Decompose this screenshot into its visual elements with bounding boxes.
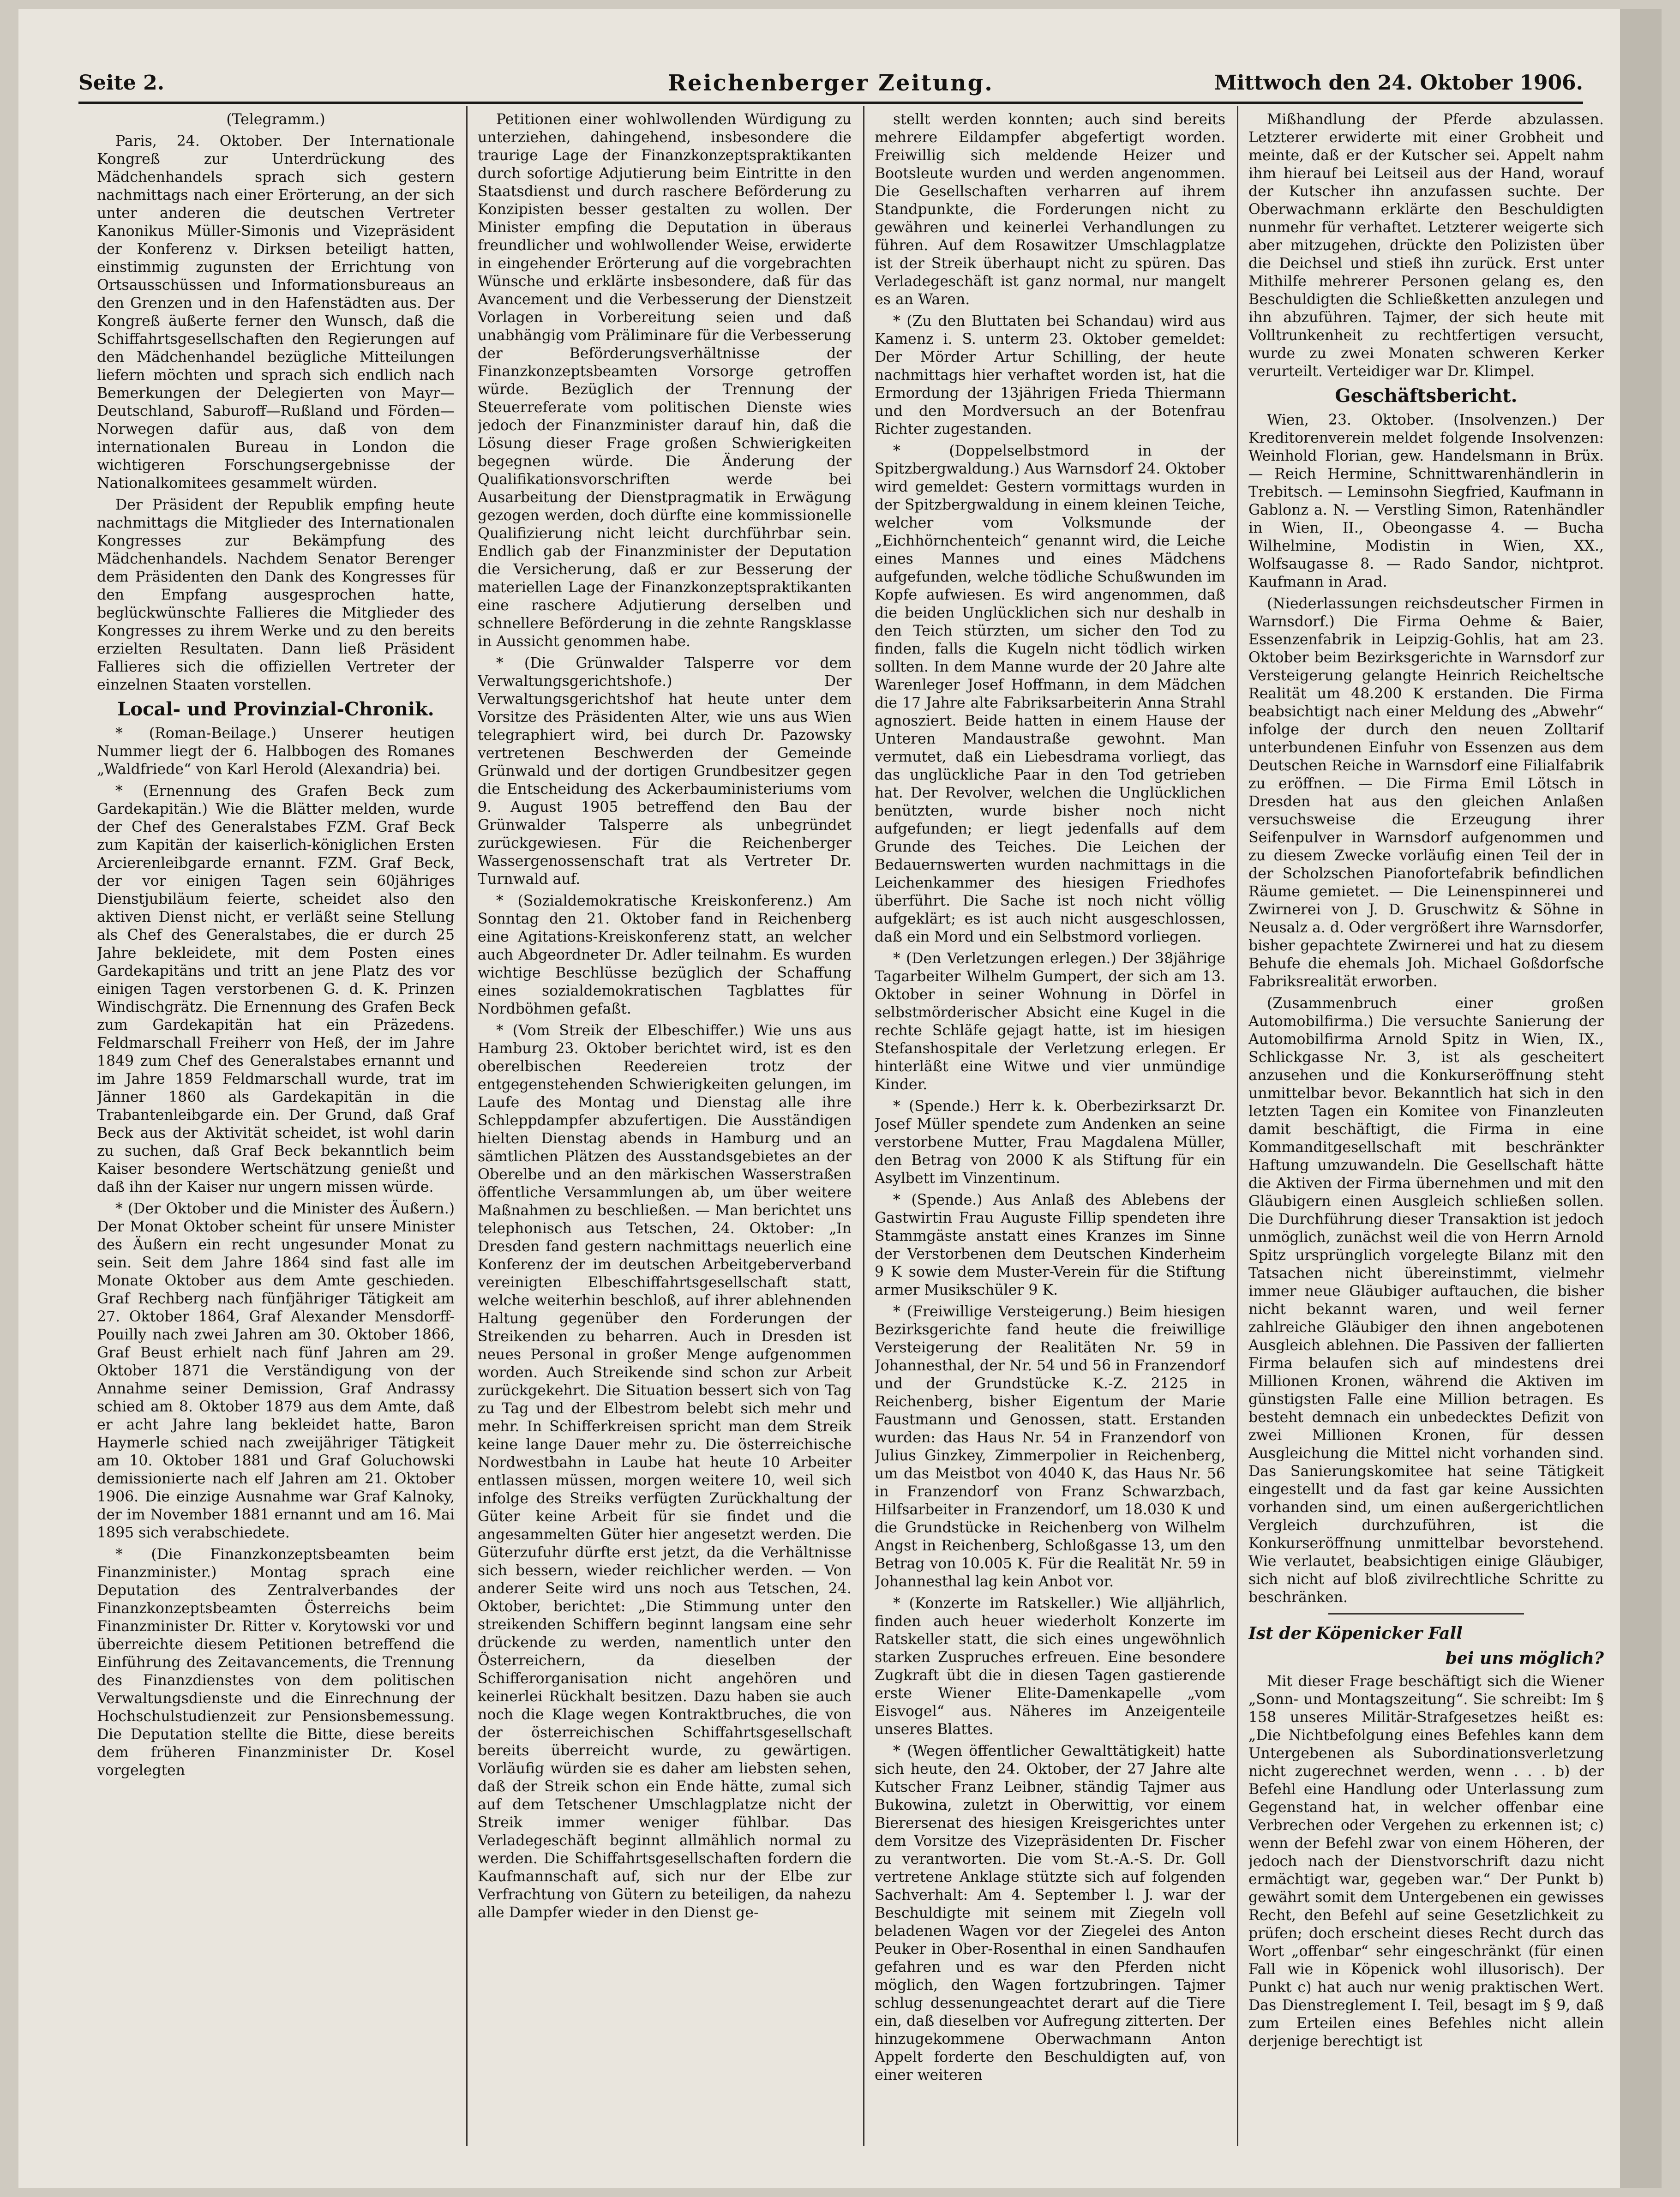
- section-title: Local- und Provinzial-Chronik.: [117, 698, 434, 720]
- article-paragraph: * (Vom Streik der Elbeschiffer.) Wie uns aus Hamburg 23. Oktober berichtet wird, ist es den oberelbischen Reedereien trotz der entgegenstehenden Schwierigkeiten gelungen, im Laufe des Montag und Dienstag alle ihre Schleppdampfer abzufertigen. Die Ausständigen hielten Dienstag abends in Hamburg und an sämtlichen Plätzen des Ausstandsgebietes an der Oberelbe und an den märkischen Wasserstraßen öffentliche Versammlungen ab, um über weitere Maßnahmen zu beschließen. — Man berichtet uns telephonisch aus Tetschen, 24. Oktober: „In Dresden fand gestern nachmittags neuerlich eine Konferenz der im deutschen Arbeitgeberverband vereinigten Elbeschiffahrtsgesellschaft statt, welche weiterhin beschloß, auf ihrer ablehnenden Haltung gegenüber den Forderungen der Streikenden zu beharren. Auch in Dresden ist neues Personal in großer Menge aufgenommen worden. Auch Streikende sind schon zur Arbeit zurückgekehrt. Die Situation bessert sich von Tag zu Tag und der Elbestrom belebt sich mehr und mehr. In Schifferkreisen spricht man dem Streik keine lange Dauer mehr zu. Die österreichische Nordwestbahn in Laube hat heute 10 Arbeiter entlassen müssen, morgen weitere 10, weil sich infolge des Streiks verfügten Zurückhaltung der Güter keine Arbeit für sie findet und die angesammelten Güter hier angesetzt werden. Die Güterzufuhr dürfte erst jetzt, da die Verhältnisse sich bessern, wieder reichlicher werden. — Von anderer Seite wird uns noch aus Tetschen, 24. Oktober, berichtet: „Die Stimmung unter den streikenden Schiffern beginnt langsam eine sehr drückende zu werden, namentlich unter den Österreichern, da dieselben der Schifferorganisation nicht angehören und keinerlei Rückhalt besitzen. Dazu haben sie auch noch die Klage wegen Kontraktbruches, die von der österreichischen Schiffahrtsgesellschaft bereits überreicht wurde, zu gewärtigen. Vorläufig würden sie es daher am liebsten sehen, daß der Streik schon ein Ende hätte, zumal sich auf dem Tetschener Umschlagplatze nicht der Streik immer weniger fühlbar. Das Verladegeschäft beginnt allmählich normal zu werden. Die Schiffahrtsgesellschaften fordern die Kaufmannschaft auf, sich nur der Elbe zur Verfrachtung von Gütern zu beteiligen, da nahezu alle Dampfer wieder in den Dienst ge-: [478, 1022, 852, 1921]
- article-paragraph: * (Die Grünwalder Talsperre vor dem Verwaltungsgerichtshofe.) Der Verwaltungsgerichtshof hat heute unter dem Vorsitze des Präsidenten Alter, wie uns aus Wien telegraphiert wird, bei durch Dr. Pazowsky vertretenen Beschwerden der Gemeinde Grünwald und der dortigen Grundbesitzer gegen die Entscheidung des Ackerbauministeriums vom 9. August 1905 betreffend den Bau der Grünwalder Talsperre als unbegründet zurückgewiesen. Für die Reichenberger Wassergenossenschaft trat als Vertreter Dr. Turnwald auf.: [478, 655, 852, 888]
- column-1: [97, 111, 455, 2151]
- column-rule: [466, 106, 468, 2146]
- article-paragraph: * (Ernennung des Grafen Beck zum Gardekapitän.) Wie die Blätter melden, wurde der Chef des Generalstabes FZM. Graf Beck zum Kapitän der kaiserlich-königlichen Ersten Arcierenleibgarde ernannt. FZM. Graf Beck, der vor einigen Tagen sein 60jähriges Dienstjubiläum feierte, scheidet also den aktiven Dienst nicht, er verläßt seine Stellung als Chef des Generalstabes, die er durch 25 Jahre bekleidete, mit dem Posten eines Gardekapitäns und tritt an jene Platz des vor einigen Tagen verstorbenen G. d. K. Prinzen Windischgrätz. Die Ernennung des Grafen Beck zum Gardekapitän hat ein Präzedens. Feldmarschall Freiherr von Heß, der im Jahre 1849 zum Chef des Generalstabes ernannt und im Jahre 1859 Feldmarschall wurde, trat im Jänner 1860 als Gardekapitän in die Trabantenleibgarde ein. Der Grund, daß Graf Beck aus der Aktivität scheidet, ist wohl darin zu suchen, daß Graf Beck bekanntlich beim Kaiser besondere Wertschätzung genießt und daß ihn der Kaiser nur ungern missen würde.: [97, 783, 455, 1195]
- masthead: Reichenberger Zeitung.: [668, 70, 994, 96]
- article-paragraph: (Niederlassungen reichsdeutscher Firmen in Warnsdorf.) Die Firma Oehme & Baier, Essenzenfabrik in Leipzig-Gohlis, hat am 23. Oktober beim Bezirksgerichte in Warnsdorf zur Versteigerung gelangte Heinrich Reicheltsche Realität um 48.200 K erstanden. Die Firma beabsichtigt nach einer Meldung des „Abwehr“ infolge der durch den neuen Zolltarif unterbundenen Einfuhr von Essenzen aus dem Deutschen Reiche in Warnsdorf eine Filialfabrik zu eröffnen. — Die Firma Emil Lötsch in Dresden hat aus den gleichen Anlaßen versuchsweise die Erzeugung ihrer Seifenpulver in Warnsdorf aufgenommen und zu diesem Zwecke vorläufig einen Teil der in der Scholzschen Pianofortefabrik befindlichen Räume gemietet. — Die Leinenspinnerei und Zwirnerei von J. D. Gruschwitz & Söhne in Neusalz a. d. Oder vergrößert ihre Warnsdorfer, bisher gepachtete Zwirnerei und hat zu diesem Behufe die ehemals Joh. Michael Goßdorfsche Fabriksrealität erworben.: [1248, 595, 1604, 990]
- article-heading: Ist der Köpenicker Fall: [1248, 1624, 1463, 1643]
- article-paragraph: * (Doppelselbstmord in der Spitzbergwaldung.) Aus Warnsdorf 24. Oktober wird gemeldet: Gestern vormittags wurden in der Spitzbergwaldung in einem kleinen Teiche, welcher vom Volksmunde der „Eichhörnchenteich“ genannt wird, die Leiche eines Mannes und eines Mädchens aufgefunden, welche tödliche Schußwunden im Kopfe aufwiesen. Es wird angenommen, daß die beiden Unglücklichen sich nur deshalb in den Teich stürzten, um sicher den Tod zu finden, falls die Kugeln nicht tödlich wirken sollten. In dem Manne wurde der 20 Jahre alte Warenleger Josef Hoffmann, in dem Mädchen die 17 Jahre alte Fabriksarbeiterin Anna Strahl agnosziert. Beide hatten in einem Hause der Unteren Mandaustraße gewohnt. Man vermutet, daß ein Liebesdrama vorliegt, das das unglückliche Paar in den Tod getrieben hat. Der Revolver, welchen die Unglücklichen benützten, wurde bisher noch nicht aufgefunden; er liegt jedenfalls auf dem Grunde des Teiches. Die Leichen der Bedauernswerten wurden nachmittags in die Leichenkammer des hiesigen Friedhofes überführt. Die Sache ist noch nicht völlig aufgeklärt; es ist auch nicht ausgeschlossen, daß ein Mord und ein Selbstmord vorliegen.: [875, 443, 1225, 945]
- scan-margin: [1620, 9, 1662, 2188]
- article-heading: bei uns möglich?: [1445, 1649, 1604, 1668]
- article-paragraph: Der Präsident der Republik empfing heute nachmittags die Mitglieder des Internationalen Kongresses zur Bekämpfung des Mädchenhandels. Nachdem Senator Berenger dem Präsidenten den Dank des Kongresses für den Empfang ausgesprochen hatte, beglückwünschte Fallieres die Mitglieder des Kongresses zu ihrem Werke und zu den bereits erzielten Resultaten. Dann ließ Präsident Fallieres sich die offiziellen Vertreter der einzelnen Staaten vorstellen.: [97, 497, 455, 693]
- article-paragraph: stellt werden konnten; auch sind bereits mehrere Eildampfer abgefertigt worden. Freiwillig sich meldende Heizer und Bootsleute wurden und werden angenommen. Die Gesellschaften verharren auf ihrem Standpunkte, die Forderungen nicht zu gewähren und keinerlei Verhandlungen zu führen. Auf dem Rosawitzer Umschlagplatze ist der Streik überhaupt nicht zu spüren. Das Verladegeschäft ist ganz normal, nur mangelt es an Waren.: [875, 111, 1225, 308]
- column-rule: [863, 106, 864, 2146]
- article-paragraph: * (Wegen öffentlicher Gewalttätigkeit) hatte sich heute, den 24. Oktober, der 27 Jahre alte Kutscher Franz Leibner, ständig Tajmer aus Bukowina, zuletzt in Oberwittig, vor einem Bierersenat des hiesigen Kreisgerichtes unter dem Vorsitze des Vizepräsidenten Dr. Fischer zu verantworten. Die vom St.-A.-S. Dr. Goll vertretene Anklage stützte sich auf folgenden Sachverhalt: Am 4. September l. J. war der Beschuldigte mit seinem mit Ziegeln voll beladenen Wagen vor der Ziegelei des Anton Peuker in Ober-Rosenthal in einen Sandhaufen gefahren und es war den Pferden nicht möglich, den Wagen fortzubringen. Tajmer schlug dessenungeachtet derart auf die Tiere ein, daß dieselben vor Aufregung zitterten. Der hinzugekommene Oberwachmann Anton Appelt forderte den Beschuldigten auf, von einer weiteren: [875, 1743, 1225, 2083]
- article-paragraph: * (Spende.) Aus Anlaß des Ablebens der Gastwirtin Frau Auguste Fillip spendeten ihre Stammgäste anstatt eines Kranzes im Sinne der Verstorbenen dem Deutschen Kinderheim 9 K sowie dem Muster-Verein für die Stiftung armer Musikschüler 9 K.: [875, 1192, 1225, 1298]
- article-paragraph: * (Sozialdemokratische Kreiskonferenz.) Am Sonntag den 21. Oktober fand in Reichenberg eine Agitations-Kreiskonferenz statt, an welcher auch Abgeordneter Dr. Adler teilnahm. Es wurden wichtige Beschlüsse bezüglich der Schaffung eines sozialdemokratischen Tagblattes für Nordböhmen gefaßt.: [478, 893, 852, 1017]
- section-title: Geschäftsbericht.: [1335, 385, 1518, 407]
- article-paragraph: Paris, 24. Oktober. Der Internationale Kongreß zur Unterdrückung des Mädchenhandels sprach sich gestern nachmittags nach einer Erörterung, an der sich unter anderen die deutschen Vertreter Kanonikus Müller-Simonis und Vizepräsident der Konferenz v. Dirksen beteiligt hatten, einstimmig zugunsten der Errichtung von Ortsausschüssen und Informationsbureaus an den Grenzen und in den Hafenstädten aus. Der Kongreß äußerte ferner den Wunsch, daß die Schiffahrtsgesellschaften den Regierungen auf den Mädchenhandel bezügliche Mitteilungen liefern möchten und sprach sich endlich nach Bemerkungen der Delegierten von Mayr—Deutschland, Saburoff—Rußland und Förden—Norwegen dafür aus, daß von dem internationalen Bureau in London die wichtigeren Forschungsergebnisse der Nationalkomitees gesammelt würden.: [97, 133, 455, 492]
- telegram-label: (Telegramm.): [226, 111, 325, 128]
- article-paragraph: Petitionen einer wohlwollenden Würdigung zu unterziehen, dahingehend, insbesondere die traurige Lage der Finanzkonzeptspraktikanten durch sofortige Adjutierung beim Eintritte in den Staatsdienst und durch raschere Beförderung zu Konzipisten besser gestalten zu wollen. Der Minister empfing die Deputation in überaus freundlicher und wohlwollender Weise, erwiderte in eingehender Erörterung auf die vorgebrachten Wünsche und erklärte insbesondere, daß für das Avancement und die Verbesserung der Dienstzeit Vorlagen in Vorbereitung seien und daß unabhängig vom Präliminare für die Verbesserung der Beförderungsverhältnisse der Finanzkonzeptsbeamten Vorsorge getroffen würde. Bezüglich der Trennung der Steuerreferate vom politischen Dienste wies jedoch der Finanzminister darauf hin, daß die Lösung dieser Frage großen Schwierigkeiten begegnen würde. Die Änderung der Qualifikationsvorschriften werde bei Ausarbeitung der Dienstpragmatik in Erwägung gezogen werden, doch dürfte eine kommissionelle Qualifizierung nicht leicht durchführbar sein. Endlich gab der Finanzminister der Deputation die Versicherung, daß er zur Besserung der materiellen Lage der Finanzkonzeptspraktikanten eine raschere Adjutierung derselben und schnellere Beförderung in die zehnte Rangsklasse in Aussicht genommen habe.: [478, 111, 852, 650]
- article-paragraph: * (Spende.) Herr k. k. Oberbezirksarzt Dr. Josef Müller spendete zum Andenken an seine verstorbene Mutter, Frau Magdalena Müller, den Betrag von 2000 K als Stiftung für ein Asylbett im Vinzentinum.: [875, 1098, 1225, 1187]
- article-paragraph: * (Freiwillige Versteigerung.) Beim hiesigen Bezirksgerichte fand heute die freiwillige Versteigerung der Realitäten Nr. 59 in Johannesthal, der Nr. 54 und 56 in Franzendorf und der Grundstücke K.-Z. 2125 in Reichenberg, bisher Eigentum der Marie Faustmann und Genossen, statt. Erstanden wurden: das Haus Nr. 54 in Franzendorf von Julius Ginzkey, Zimmerpolier in Reichenberg, um das Meistbot von 4040 K, das Haus Nr. 56 in Franzendorf von Franz Schwarzbach, Hilfsarbeiter in Franzendorf, um 18.030 K und die Grundstücke in Reichenberg von Wilhelm Angst in Reichenberg, Schloßgasse 13, um den Betrag von 10.005 K. Für die Realität Nr. 59 in Johannesthal lag kein Anbot vor.: [875, 1303, 1225, 1590]
- article-paragraph: * (Konzerte im Ratskeller.) Wie alljährlich, finden auch heuer wiederholt Konzerte im Ratskeller statt, die sich eines ungewöhnlich starken Zuspruches erfreuen. Eine besondere Zugkraft übt die in diesen Tagen gastierende erste Wiener Elite-Damenkapelle „vom Eisvogel“ aus. Näheres im Anzeigenteile unseres Blattes.: [875, 1595, 1225, 1738]
- column-2: [478, 111, 852, 2151]
- article-paragraph: Mit dieser Frage beschäftigt sich die Wiener „Sonn- und Montagszeitung“. Sie schreibt: Im § 158 unseres Militär-Strafgesetzes heißt es: „Die Nichtbefolgung eines Befehles kann dem Untergebenen als Subordinationsverletzung nicht zugerechnet werden, wenn . . . b) der Befehl eine Handlung oder Unterlassung zum Gegenstand hat, in welcher offenbar eine Verbrechen oder Vergehen zu erkennen ist; c) wenn der Befehl zwar von einem Höheren, der jedoch nach der Dienstvorschrift dazu nicht ermächtigt war, gegeben war.“ Der Punkt b) gewährt somit dem Untergebenen ein gewisses Recht, den Befehl auf seine Gesetzlichkeit zu prüfen; doch erscheint dieses Recht durch das Wort „offenbar“ sehr eingeschränkt (für einen Fall wie in Köpenick wohl illusorisch). Der Punkt c) hat auch nur wenig praktischen Wert. Das Dienstreglement I. Teil, besagt im § 9, daß zum Erteilen eines Befehles nicht allein derjenige berechtigt ist: [1248, 1673, 1604, 2050]
- article-paragraph: * (Den Verletzungen erlegen.) Der 38jährige Tagarbeiter Wilhelm Gumpert, der sich am 13. Oktober in seiner Wohnung in Dörfel in selbstmörderischer Absicht eine Kugel in die rechte Schläfe gejagt hatte, ist im hiesigen Stefanshospitale der Verletzung erlegen. Er hinterläßt eine Witwe und vier unmündige Kinder.: [875, 950, 1225, 1093]
- issue-date: Mittwoch den 24. Oktober 1906.: [1214, 71, 1583, 95]
- page-number: Seite 2.: [78, 71, 165, 95]
- article-paragraph: * (Roman-Beilage.) Unserer heutigen Nummer liegt der 6. Halbbogen des Romanes „Waldfriede“ von Karl Herold (Alexandria) bei.: [97, 725, 455, 778]
- column-rule: [1237, 106, 1238, 2146]
- article-paragraph: * (Der Oktober und die Minister des Äußern.) Der Monat Oktober scheint für unsere Minister des Äußern ein recht ungesunder Monat zu sein. Seit dem Jahre 1864 sind fast alle im Monate Oktober aus dem Amte geschieden. Graf Rechberg nach fünfjähriger Tätigkeit am 27. Oktober 1864, Graf Alexander Mensdorff-Pouilly nach zwei Jahren am 30. Oktober 1866, Graf Beust erhielt nach fünf Jahren am 29. Oktober 1871 die Verständigung von der Annahme seiner Demission, Graf Andrassy schied am 8. Oktober 1879 aus dem Amte, daß er acht Jahre lang bekleidet hatte, Baron Haymerle schied nach zweijähriger Tätigkeit am 10. Oktober 1881 und Graf Goluchowski demissionierte nach elf Jahren am 21. Oktober 1906. Die einzige Ausnahme war Graf Kalnoky, der im November 1881 ernannt und am 16. Mai 1895 sich verabschiedete.: [97, 1201, 455, 1541]
- column-3: [875, 111, 1225, 2151]
- article-paragraph: Wien, 23. Oktober. (Insolvenzen.) Der Kreditorenverein meldet folgende Insolvenzen: Weinhold Florian, gew. Handelsmann in Brüx. — Reich Hermine, Schnittwarenhändlerin in Trebitsch. — Leminsohn Siegfried, Kaufmann in Gablonz a. N. — Verstling Simon, Ratenhändler in Wien, II., Obeongasse 4. — Bucha Wilhelmine, Modistin in Wien, XX., Wolfsaugasse 8. — Rado Sandor, nichtprot. Kaufmann in Arad.: [1248, 412, 1604, 590]
- column-4: [1248, 111, 1604, 2151]
- article-paragraph: (Zusammenbruch einer großen Automobilfirma.) Die versuchte Sanierung der Automobilfirma Arnold Spitz in Wien, IX., Schlickgasse Nr. 3, ist als gescheitert anzusehen und die Konkurseröffnung steht unmittelbar bevor. Bekanntlich hat sich in den letzten Tagen ein Komitee von Finanzleuten damit beschäftigt, die Firma in eine Kommanditgesellschaft mit beschränkter Haftung umzuwandeln. Die Gesellschaft hätte die Aktiven der Firma übernehmen und mit den Gläubigern einen Ausgleich schließen sollen. Die Durchführung dieser Transaktion ist jedoch unmöglich, zunächst weil die von Herrn Arnold Spitz ursprünglich vorgelegte Bilanz mit den Tatsachen nicht übereinstimmt, vielmehr immer neue Gläubiger auftauchen, die bisher nicht bekannt waren, und weil ferner zahlreiche Gläubiger den ihnen angebotenen Ausgleich ablehnen. Die Passiven der fallierten Firma belaufen sich auf mindestens drei Millionen Kronen, während die Aktiven im günstigsten Falle eine Million betragen. Es besteht demnach ein unbedecktes Defizit von zwei Millionen Kronen, für dessen Ausgleichung die Mittel nicht vorhanden sind. Das Sanierungskomitee hat seine Tätigkeit eingestellt und da fast gar keine Aussichten vorhanden sind, um einen außergerichtlichen Vergleich durchzuführen, ist die Konkurseröffnung unmittelbar bevorstehend. Wie verlautet, beabsichtigen einige Gläubiger, sich nicht auf bloß zivilrechtliche Schritte zu beschränken.: [1248, 995, 1604, 1606]
- article-paragraph: Mißhandlung der Pferde abzulassen. Letzterer erwiderte mit einer Grobheit und meinte, daß er der Kutscher sei. Appelt nahm ihm hierauf bei Leitseil aus der Hand, worauf der Kutscher ihn anzufassen suchte. Der Oberwachmann erklärte den Beschuldigten nunmehr für verhaftet. Letzterer weigerte sich aber mitzugehen, drückte den Polizisten über die Deichsel und stieß ihn zurück. Erst unter Mithilfe mehrerer Personen gelang es, den Beschuldigten die Schließketten anzulegen und ihn abzuführen. Tajmer, der sich heute mit Volltrunkenheit zu rechtfertigen versucht, wurde zu zwei Monaten schweren Kerker verurteilt. Verteidiger war Dr. Klimpel.: [1248, 111, 1604, 380]
- article-paragraph: * (Zu den Bluttaten bei Schandau) wird aus Kamenz i. S. unterm 23. Oktober gemeldet: Der Mörder Artur Schilling, der heute nachmittags hier verhaftet worden ist, hat die Ermordung der 13jährigen Frieda Thiermann und den Mordversuch an der Botenfrau Richter zugestanden.: [875, 313, 1225, 438]
- article-paragraph: * (Die Finanzkonzeptsbeamten beim Finanzminister.) Montag sprach eine Deputation des Zentralverbandes der Finanzkonzeptsbeamten Österreichs beim Finanzminister Dr. Ritter v. Korytowski vor und überreichte diesem Petitionen betreffend die Einführung des Zeitavancements, die Trennung des Finanzdienstes von dem politischen Verwaltungsdienste und die Einrechnung der Hochschulstudienzeit zur Pensionsbemessung. Die Deputation stellte die Bitte, diese bereits dem früheren Finanzminister Dr. Kosel vorgelegten: [97, 1546, 455, 1779]
- page-header: [78, 69, 1583, 104]
- section-divider: [1328, 1613, 1524, 1615]
- newspaper-page: [18, 9, 1662, 2188]
